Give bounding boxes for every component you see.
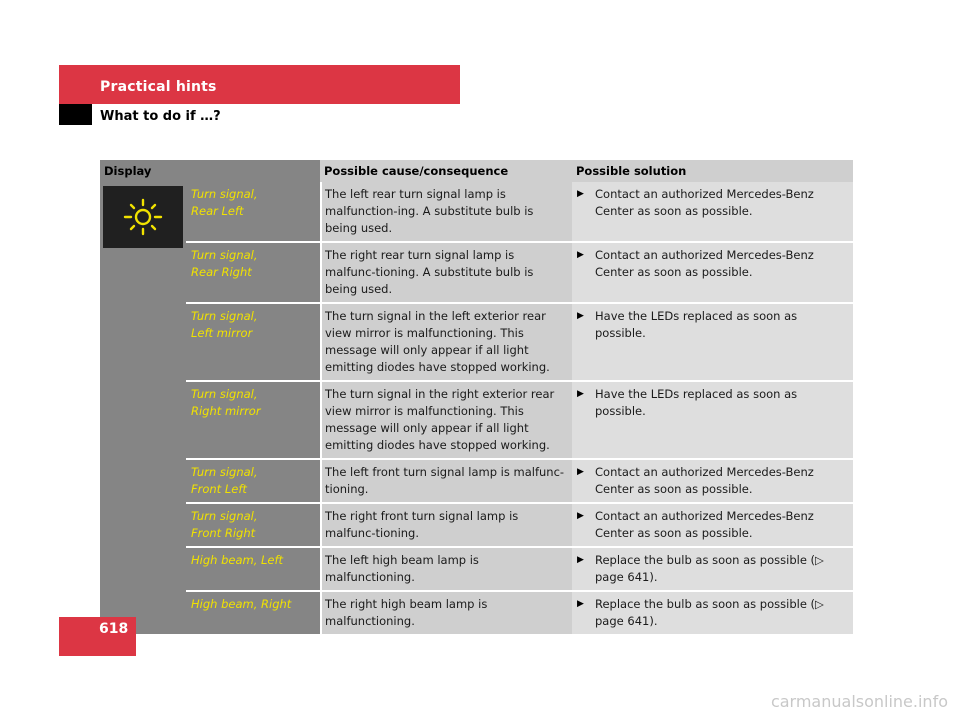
display-message: Turn signal, Right mirror — [186, 382, 320, 458]
warning-lamp-icon — [121, 197, 165, 237]
possible-solution — [572, 548, 853, 590]
possible-cause: The right rear turn signal lamp is malfunc-tioning. A substitute bulb is being used. — [320, 243, 572, 302]
bullet-arrow-icon: ▶ — [577, 599, 584, 609]
possible-cause: The turn signal in the right exterior rear view mirror is malfunctioning. This message will only appear if all light emitting diodes have stopped working. — [320, 382, 572, 458]
possible-cause: The right high beam lamp is malfunctioning. — [320, 592, 572, 634]
solution-text: Have the LEDs replaced as soon as possible. — [595, 309, 798, 340]
possible-cause: The left rear turn signal lamp is malfunction-ing. A substitute bulb is being used. — [320, 182, 572, 241]
display-message: Turn signal, Rear Left — [186, 182, 320, 241]
possible-cause: The left high beam lamp is malfunctioning. — [320, 548, 572, 590]
column-header-display: Display — [100, 160, 320, 182]
possible-solution — [572, 382, 853, 458]
solution-text: Contact an authorized Mercedes-Benz Center as soon as possible. — [595, 509, 814, 540]
display-message: Turn signal, Rear Right — [186, 243, 320, 302]
watermark: carmanualsonline.info — [770, 692, 948, 711]
table-body — [100, 182, 853, 634]
page-number: 618 — [99, 621, 129, 637]
possible-cause: The left front turn signal lamp is malfunc-tioning. — [320, 460, 572, 502]
possible-solution — [572, 504, 853, 546]
display-column — [100, 182, 186, 634]
table-row — [186, 241, 853, 302]
display-message: High beam, Right — [186, 592, 320, 634]
column-header-solution: Possible solution — [572, 160, 853, 182]
possible-solution — [572, 243, 853, 302]
table-row — [186, 182, 853, 241]
possible-solution — [572, 304, 853, 380]
display-message: Turn signal, Front Right — [186, 504, 320, 546]
bullet-arrow-icon: ▶ — [577, 189, 584, 199]
display-message: Turn signal, Front Left — [186, 460, 320, 502]
table-row — [186, 380, 853, 458]
display-message: Turn signal, Left mirror — [186, 304, 320, 380]
bullet-arrow-icon: ▶ — [577, 511, 584, 521]
solution-text: Replace the bulb as soon as possible (▷ page 641). — [595, 553, 824, 584]
bullet-arrow-icon: ▶ — [577, 311, 584, 321]
possible-solution — [572, 182, 853, 241]
table-row — [186, 590, 853, 634]
solution-text: Have the LEDs replaced as soon as possible. — [595, 387, 798, 418]
bullet-arrow-icon: ▶ — [577, 467, 584, 477]
table-row — [186, 502, 853, 546]
possible-solution — [572, 592, 853, 634]
possible-solution — [572, 460, 853, 502]
table-row — [186, 302, 853, 380]
table-row — [186, 546, 853, 590]
message-table — [100, 160, 853, 634]
bullet-arrow-icon: ▶ — [577, 389, 584, 399]
possible-cause: The turn signal in the left exterior rear view mirror is malfunctioning. This message will only appear if all light emitting diodes have stopped working. — [320, 304, 572, 380]
bullet-arrow-icon: ▶ — [577, 555, 584, 565]
header-marker — [59, 104, 92, 125]
column-header-cause: Possible cause/consequence — [320, 160, 572, 182]
table-rows — [186, 182, 853, 634]
solution-text: Contact an authorized Mercedes-Benz Center as soon as possible. — [595, 187, 814, 218]
table-header — [100, 160, 853, 182]
table-row — [186, 458, 853, 502]
possible-cause: The right front turn signal lamp is malfunc-tioning. — [320, 504, 572, 546]
solution-text: Replace the bulb as soon as possible (▷ page 641). — [595, 597, 824, 628]
bullet-arrow-icon: ▶ — [577, 250, 584, 260]
section-title: Practical hints — [100, 79, 217, 95]
solution-text: Contact an authorized Mercedes-Benz Center as soon as possible. — [595, 248, 814, 279]
display-message: High beam, Left — [186, 548, 320, 590]
display-icon-box — [103, 186, 183, 248]
solution-text: Contact an authorized Mercedes-Benz Center as soon as possible. — [595, 465, 814, 496]
subsection-title: What to do if …? — [100, 109, 221, 124]
